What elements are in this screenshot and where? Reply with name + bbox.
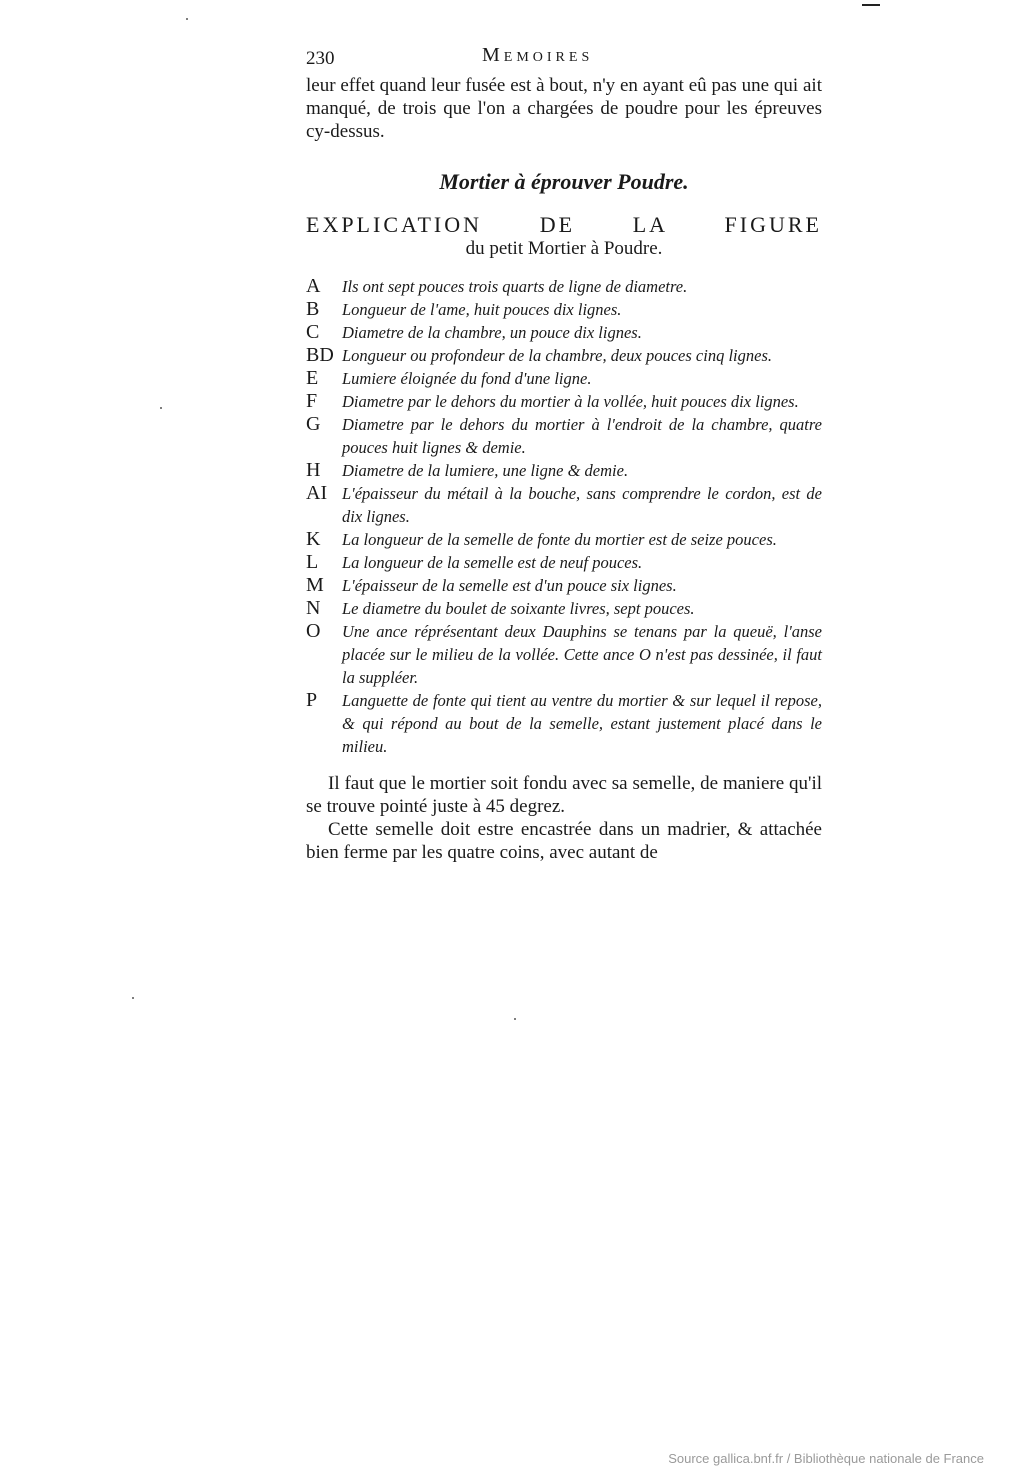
intro-paragraph: leur effet quand leur fusée est à bout, n'y en ayant eû pas une qui ait manqué, de trois que l'on a chargées de poudre pour les épreuves cy-dessus. [306, 75, 822, 142]
legend-text: Diametre de la chambre, un pouce dix lignes. [342, 323, 642, 342]
legend-item [306, 367, 822, 390]
print-speck [160, 407, 162, 409]
legend-item [306, 482, 822, 528]
legend-text: Languette de fonte qui tient au ventre du mortier & sur lequel il repose, & qui répond au bout de la semelle, estant justement placé dans le milieu. [342, 691, 822, 756]
legend-letter: L [306, 551, 319, 573]
explication-subtitle: du petit Mortier à Poudre. [465, 238, 663, 259]
legend-letter: N [306, 597, 321, 619]
legend-text: Ils ont sept pouces trois quarts de ligne de diametre. [342, 277, 688, 296]
running-title: Memoires [482, 44, 594, 66]
legend-letter: G [306, 413, 321, 435]
legend-letter: F [306, 390, 318, 412]
legend-item [306, 689, 822, 758]
legend-item [306, 298, 822, 321]
legend-item [306, 574, 822, 597]
paragraph: Cette semelle doit estre encastrée dans un madrier, & attachée bien ferme par les quatre coins, avec autant de [306, 819, 822, 863]
legend-letter: M [306, 574, 324, 596]
legend-item [306, 597, 822, 620]
legend-text: Diametre par le dehors du mortier à la vollée, huit pouces dix lignes. [342, 392, 799, 411]
legend-text: Lumiere éloignée du fond d'une ligne. [342, 369, 592, 388]
page-number: 230 [306, 48, 335, 69]
legend-letter: K [306, 528, 321, 550]
top-edge-mark [862, 4, 880, 6]
source-footer: Source gallica.bnf.fr / Bibliothèque nationale de France [668, 1451, 984, 1466]
legend-text: Longueur ou profondeur de la chambre, deux pouces cinq lignes. [342, 346, 772, 365]
paragraph: Il faut que le mortier soit fondu avec sa semelle, de maniere qu'il se trouve pointé juste à 45 degrez. [306, 773, 822, 817]
print-speck [186, 18, 188, 20]
legend-text: La longueur de la semelle de fonte du mortier est de seize pouces. [342, 530, 777, 549]
legend-letter: A [306, 275, 321, 297]
print-speck [132, 997, 134, 999]
explication-title: EXPLICATION DE LA FIGURE [306, 212, 822, 237]
section-title: Mortier à éprouver Poudre. [439, 169, 689, 194]
legend-letter: P [306, 689, 318, 711]
legend-text: La longueur de la semelle est de neuf pouces. [342, 553, 643, 572]
text-column [306, 44, 822, 864]
legend-item [306, 321, 822, 344]
legend-text: Diametre de la lumiere, une ligne & demie. [342, 461, 629, 480]
legend-text: Le diametre du boulet de soixante livres, sept pouces. [342, 599, 695, 618]
legend-item [306, 551, 822, 574]
legend-text: Diametre par le dehors du mortier à l'endroit de la chambre, quatre pouces huit lignes & demie. [342, 415, 822, 457]
legend-letter: C [306, 321, 320, 343]
legend-letter: O [306, 620, 321, 642]
legend-item [306, 413, 822, 459]
legend-letter: H [306, 459, 321, 481]
legend-item [306, 620, 822, 689]
legend-item [306, 275, 822, 298]
legend-item [306, 459, 822, 482]
legend-letter: BD [306, 344, 334, 366]
figure-legend [306, 275, 822, 758]
running-head [306, 44, 822, 74]
legend-text: Longueur de l'ame, huit pouces dix lignes. [342, 300, 622, 319]
legend-text: Une ance réprésentant deux Dauphins se tenans par la queuë, l'anse placée sur le milieu de la vollée. Cette ance O n'est pas dessinée, il faut la suppléer. [342, 622, 822, 687]
legend-letter: AI [306, 482, 328, 504]
legend-item [306, 390, 822, 413]
legend-item [306, 344, 822, 367]
closing-text [306, 772, 822, 864]
legend-item [306, 528, 822, 551]
legend-text: L'épaisseur de la semelle est d'un pouce six lignes. [342, 576, 677, 595]
legend-letter: E [306, 367, 319, 389]
legend-text: L'épaisseur du métail à la bouche, sans comprendre le cordon, est de dix lignes. [342, 484, 822, 526]
legend-letter: B [306, 298, 320, 320]
print-speck [514, 1018, 516, 1020]
